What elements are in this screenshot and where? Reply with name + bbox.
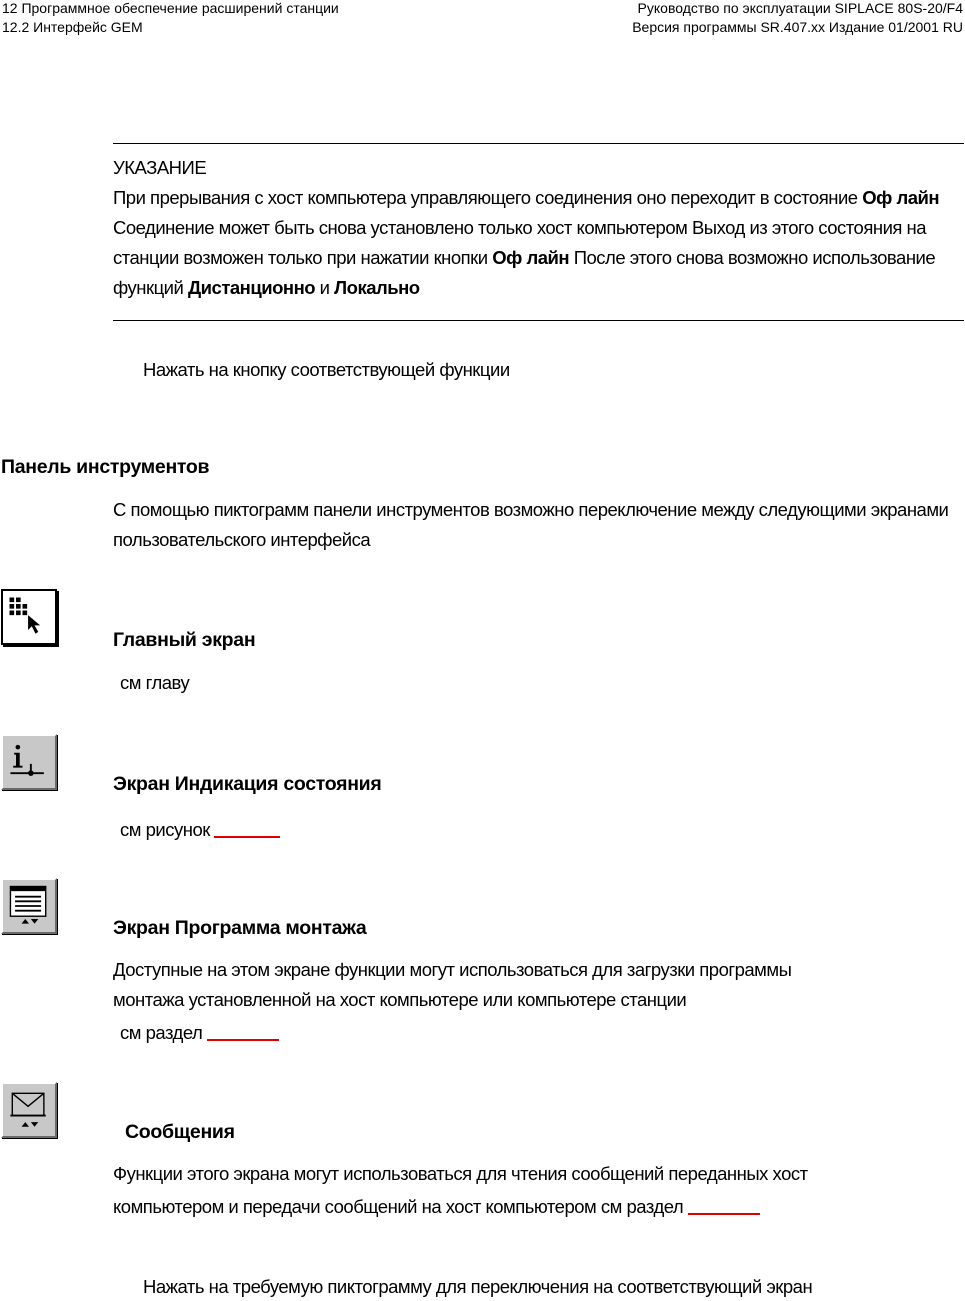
note-bold-remote: Дистанционно (187, 277, 316, 298)
item-title-messages: Сообщения (125, 1121, 235, 1143)
note-bold-offline-1: Оф лайн (862, 187, 940, 208)
note-text (113, 183, 963, 303)
section-ref-blank-2 (688, 1195, 760, 1215)
note-top-rule (113, 143, 964, 144)
note-title: УКАЗАНИЕ (113, 157, 207, 178)
header-section: 12.2 Интерфейс GEM (2, 19, 143, 35)
item-title-main: Главный экран (113, 629, 256, 651)
instruction-press-button: Нажать на кнопку соответствующей функции (143, 359, 510, 380)
item-ref-status-text: см рисунок (120, 819, 215, 840)
figure-ref-blank (214, 818, 280, 838)
item-desc-program-2: монтажа установленной на хост компьютере или компьютере станции (113, 989, 687, 1010)
messages-icon[interactable] (1, 1082, 57, 1138)
item-ref-status (120, 816, 280, 841)
note-bold-offline-2: Оф лайн (492, 247, 570, 268)
section-ref-blank (207, 1021, 279, 1041)
item-desc-program-1: Доступные на этом экране функции могут использоваться для загрузки программы (113, 959, 792, 980)
header-version: Версия программы SR.407.xx Издание 01/2001 RU (632, 19, 963, 35)
status-info-icon[interactable] (1, 734, 57, 790)
header-chapter: 12 Программное обеспечение расширений станции (2, 0, 339, 16)
note-text-1: При прерывания с хост компьютера управляющего соединения оно переходит в состояние (113, 187, 863, 208)
note-text-3: После этого снова возможно использование функций (113, 247, 936, 298)
note-bold-local: Локально (334, 277, 420, 298)
note-block (113, 153, 963, 303)
note-text-2: Соединение может быть снова установлено только хост компьютером Выход из этого состояния на станции возможен только при нажатии кнопки (113, 217, 927, 268)
item-ref-program-text: см раздел (120, 1022, 207, 1043)
header-manual: Руководство по эксплуатации SIPLACE 80S-20/F4 (637, 0, 963, 16)
instruction-press-icon: Нажать на требуемую пиктограмму для переключения на соответствующий экран (143, 1276, 813, 1297)
item-ref-program (120, 1019, 279, 1044)
note-text-4: и (315, 277, 335, 298)
section-heading: Панель инструментов (1, 456, 210, 478)
item-ref-messages (113, 1193, 760, 1218)
item-ref-main: см главу (120, 672, 190, 693)
item-title-program: Экран Программа монтажа (113, 917, 367, 939)
main-screen-icon[interactable] (1, 589, 57, 645)
toolbar-intro: С помощью пиктограмм панели инструментов возможно переключение между следующими экранами пользовательского интерфейса (113, 499, 949, 550)
item-ref-messages-text: компьютером и передачи сообщений на хост компьютером см раздел (113, 1196, 688, 1217)
item-title-status: Экран Индикация состояния (113, 773, 382, 795)
program-list-icon[interactable] (1, 878, 57, 934)
note-bottom-rule (113, 320, 964, 321)
item-desc-messages-1: Функции этого экрана могут использоваться для чтения сообщений переданных хост (113, 1163, 808, 1184)
